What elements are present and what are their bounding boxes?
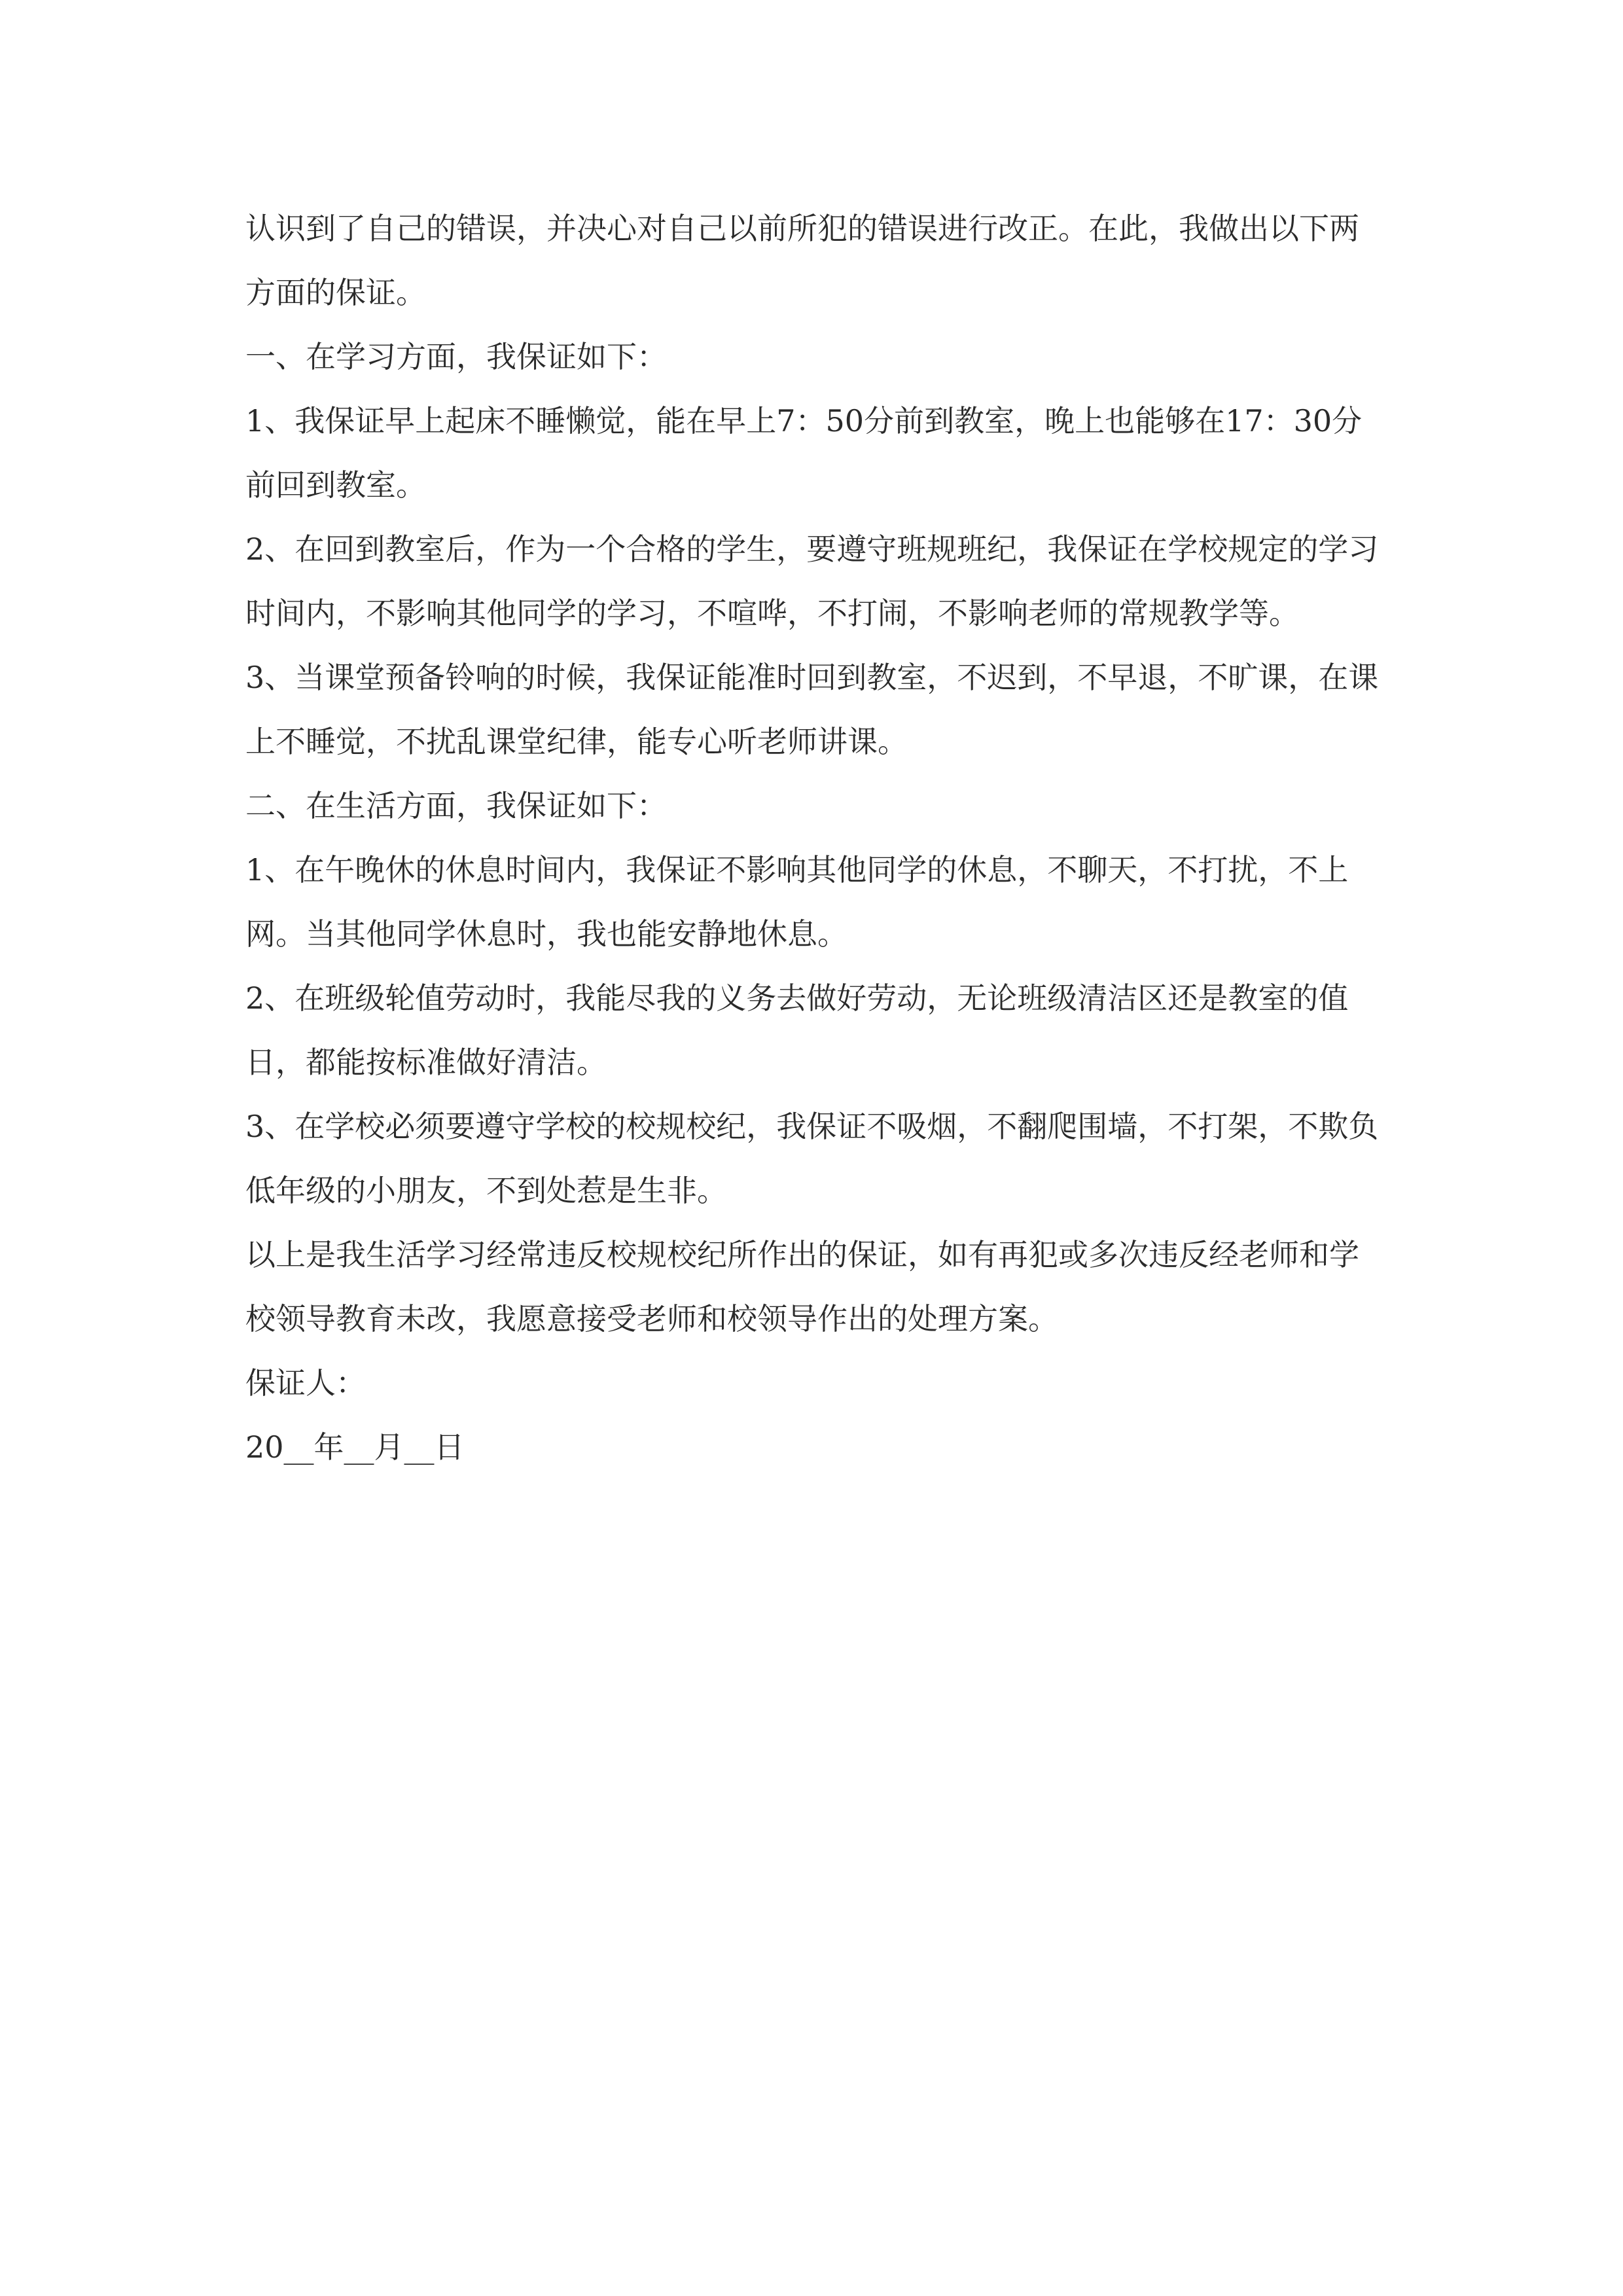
section-heading-life: 二、在生活方面，我保证如下： [245,788,667,823]
paragraph-intro: 认识到了自己的错误，并决心对自己以前所犯的错误进行改正。在此，我做出以下两方面的保证。 [245,211,1359,310]
study-item-2: 2、在回到教室后，作为一个合格的学生，要遵守班规班纪，我保证在学校规定的学习时间内，不影响其他同学的学习，不喧哗，不打闹，不影响老师的常规教学等。 [245,531,1379,631]
section-heading-study: 一、在学习方面，我保证如下： [245,339,667,374]
closing-statement: 以上是我生活学习经常违反校规校纪所作出的保证，如有再犯或多次违反经老师和学校领导教育未改，我愿意接受老师和校领导作出的处理方案。 [245,1237,1359,1336]
life-item-1: 1、在午晚休的休息时间内，我保证不影响其他同学的休息，不聊天，不打扰，不上网。当其他同学休息时，我也能安静地休息。 [245,852,1349,952]
guarantor-label: 保证人： [245,1365,366,1401]
document-body [245,196,1384,1479]
date-line: 20__年__月__日 [245,1429,465,1465]
life-item-2: 2、在班级轮值劳动时，我能尽我的义务去做好劳动，无论班级清洁区还是教室的值日，都能按标准做好清洁。 [245,980,1349,1080]
study-item-1: 1、我保证早上起床不睡懒觉，能在早上7：50分前到教室，晚上也能够在17：30分前回到教室。 [245,403,1363,503]
study-item-3: 3、当课堂预备铃响的时候，我保证能准时回到教室，不迟到，不早退，不旷课，在课上不睡觉，不扰乱课堂纪律，能专心听老师讲课。 [245,660,1379,759]
life-item-3: 3、在学校必须要遵守学校的校规校纪，我保证不吸烟，不翻爬围墙，不打架，不欺负低年级的小朋友，不到处惹是生非。 [245,1109,1379,1208]
